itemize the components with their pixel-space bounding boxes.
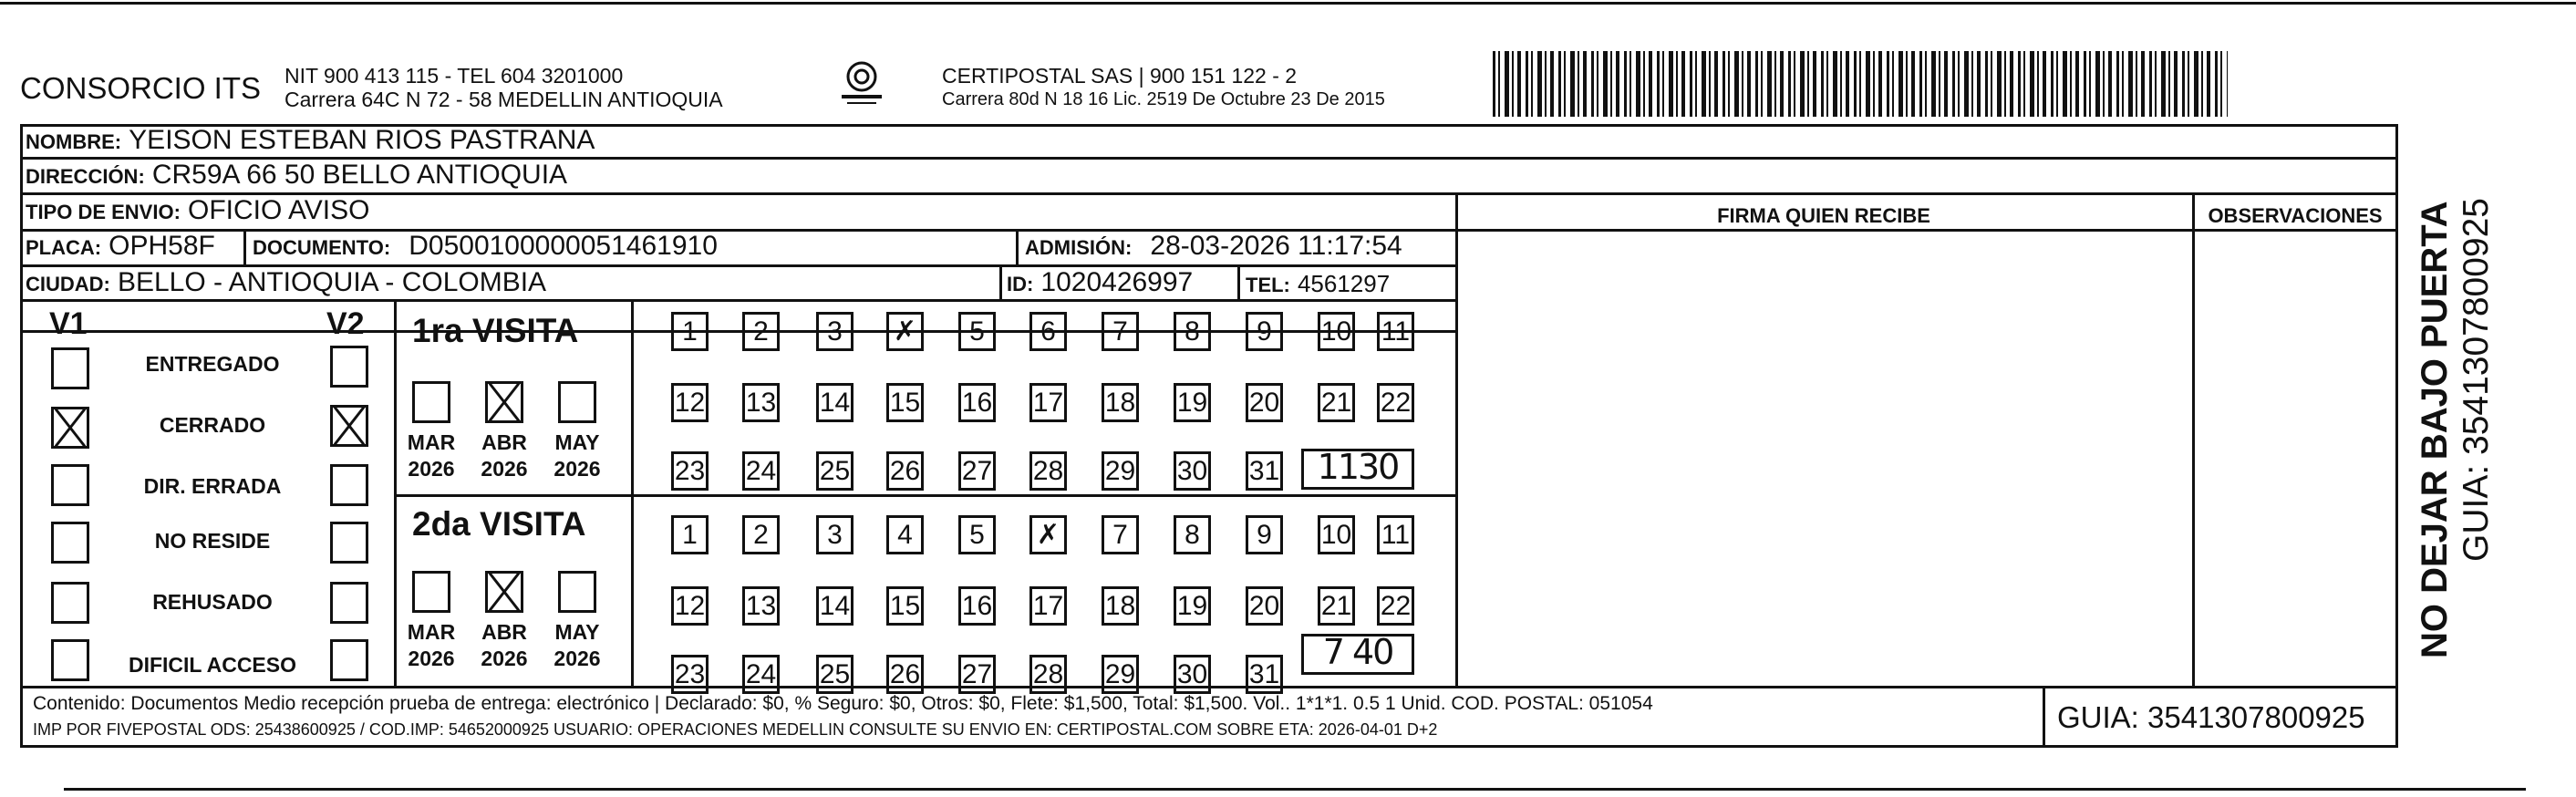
first-visit-day-box[interactable]: 13 [742, 383, 780, 422]
v2-no-reside-checkbox[interactable] [330, 522, 368, 564]
first-visit-day-box[interactable]: 24 [742, 451, 780, 491]
first-visit-day-box[interactable]: 5 [958, 312, 996, 351]
col-divider [1237, 264, 1240, 299]
company-nit: NIT 900 413 115 - TEL 604 3201000 [284, 64, 624, 88]
second-visit-day-box[interactable]: 2 [742, 515, 780, 554]
second-visit-day-box[interactable]: 1 [671, 515, 709, 554]
row-divider [20, 330, 1457, 333]
status-no-reside: NO RESIDE [154, 529, 271, 553]
id-value: 1020426997 [1040, 267, 1194, 297]
first-visit-month-mar[interactable] [412, 381, 450, 423]
first-visit-month-abr[interactable] [485, 381, 523, 423]
status-cerrado: CERRADO [159, 413, 266, 437]
company-name: CONSORCIO ITS [20, 71, 262, 105]
second-visit-day-box[interactable]: 10 [1318, 515, 1355, 554]
first-visit-day-box[interactable]: 2 [742, 312, 780, 351]
second-visit-day-box[interactable]: 27 [958, 655, 996, 694]
first-visit-day-box[interactable]: 31 [1246, 451, 1283, 491]
row-divider [20, 192, 2398, 195]
first-visit-day-box[interactable]: 30 [1174, 451, 1211, 491]
first-visit-year-label: 2026 [553, 457, 601, 481]
first-visit-time: 1130 [1301, 449, 1414, 490]
second-visit-day-box[interactable]: 29 [1102, 655, 1139, 694]
status-rehusado: REHUSADO [152, 590, 273, 614]
side-warning: NO DEJAR BAJO PUERTA [2415, 201, 2455, 658]
second-visit-day-box[interactable]: 22 [1377, 586, 1414, 626]
first-visit-day-box[interactable]: 25 [816, 451, 853, 491]
second-visit-day-box[interactable]: 5 [958, 515, 996, 554]
v2-rehusado-checkbox[interactable] [330, 582, 368, 624]
barcode [1493, 51, 2228, 117]
direccion-value: CR59A 66 50 BELLO ANTIOQUIA [151, 160, 568, 190]
col-divider [2192, 192, 2195, 686]
bottom-rule [64, 788, 2526, 791]
first-visit-day-box[interactable]: ✗ [886, 312, 924, 351]
second-visit-day-box[interactable]: 25 [816, 655, 853, 694]
v1-entregado-checkbox[interactable] [51, 347, 89, 389]
tipo-value: OFICIO AVISO [187, 195, 370, 225]
direccion-label: DIRECCIÓN: [26, 165, 145, 188]
first-visit-month-label: MAY [554, 430, 600, 454]
second-visit-day-box[interactable]: 11 [1377, 515, 1414, 554]
footer-imp: IMP POR FIVEPOSTAL ODS: 25438600925 / COD.IMP: 54652000925 USUARIO: OPERACIONES MEDELLIN CONSULTE SU ENVIO EN: CERTIPOSTAL.COM SOBRE ETA: 2026-04-01 D+2 [33, 720, 1438, 739]
second-visit-month-label: MAY [554, 620, 600, 644]
first-visit-day-box[interactable]: 19 [1174, 383, 1211, 422]
first-visit-day-box[interactable]: 23 [671, 451, 709, 491]
first-visit-day-box[interactable]: 17 [1029, 383, 1067, 422]
footer-guia: GUIA: 3541307800925 [2057, 700, 2365, 734]
first-visit-day-box[interactable]: 9 [1246, 312, 1283, 351]
placa-cell [26, 233, 215, 260]
first-visit-day-box[interactable]: 20 [1246, 383, 1283, 422]
id-label: ID: [1007, 273, 1034, 295]
first-visit-day-box[interactable]: 3 [816, 312, 853, 351]
first-visit-day-box[interactable]: 8 [1174, 312, 1211, 351]
first-visit-day-box[interactable]: 15 [886, 383, 924, 422]
second-visit-day-box[interactable]: 21 [1318, 586, 1355, 626]
second-visit-year-label: 2026 [408, 647, 455, 670]
second-visit-day-box[interactable]: 24 [742, 655, 780, 694]
second-visit-day-box[interactable]: 3 [816, 515, 853, 554]
first-visit-month-label: ABR [481, 430, 527, 454]
firma-header: FIRMA QUIEN RECIBE [1717, 204, 1930, 227]
first-visit-month-label: MAR [407, 430, 456, 454]
second-visit-day-box[interactable]: 20 [1246, 586, 1283, 626]
first-visit-day-box[interactable]: 1 [671, 312, 709, 351]
second-visit-day-box[interactable]: 28 [1029, 655, 1067, 694]
first-visit-day-box[interactable]: 27 [958, 451, 996, 491]
ciudad-value: BELLO - ANTIOQUIA - COLOMBIA [117, 267, 547, 297]
first-visit-day-box[interactable]: 12 [671, 383, 709, 422]
first-visit-day-box[interactable]: 11 [1377, 312, 1414, 351]
id-cell [1007, 269, 1193, 296]
company-address: Carrera 64C N 72 - 58 MEDELLIN ANTIOQUIA [284, 88, 723, 111]
first-visit-day-box[interactable]: 21 [1318, 383, 1355, 422]
second-visit-day-box[interactable]: ✗ [1029, 515, 1067, 554]
certipostal-logo [825, 58, 898, 109]
col-divider [243, 229, 246, 264]
second-visit-time: 7 40 [1301, 634, 1414, 675]
admision-value: 28-03-2026 11:17:54 [1150, 231, 1402, 261]
v2-dir-errada-checkbox[interactable] [330, 464, 368, 506]
first-visit-month-may[interactable] [558, 381, 596, 423]
status-dificil-acceso: DIFICIL ACCESO [128, 653, 296, 677]
second-visit-month-mar[interactable] [412, 571, 450, 613]
second-visit-day-box[interactable]: 17 [1029, 586, 1067, 626]
second-visit-day-box[interactable]: 8 [1174, 515, 1211, 554]
v2-cerrado-checkbox[interactable] [330, 405, 368, 447]
second-visit-day-box[interactable]: 31 [1246, 655, 1283, 694]
ciudad-cell [26, 269, 546, 296]
second-visit-day-box[interactable]: 19 [1174, 586, 1211, 626]
second-visit-month-label: ABR [481, 620, 527, 644]
top-rule [0, 2, 2576, 5]
first-visit-day-box[interactable]: 29 [1102, 451, 1139, 491]
second-visit-title: 2da VISITA [412, 505, 586, 543]
nombre-label: NOMBRE: [26, 130, 122, 153]
nombre-row [26, 127, 595, 154]
row-divider [20, 299, 1457, 302]
second-visit-year-label: 2026 [481, 647, 528, 670]
placa-label: PLACA: [26, 236, 102, 259]
v1-rehusado-checkbox[interactable] [51, 582, 89, 624]
second-visit-day-box[interactable]: 4 [886, 515, 924, 554]
status-entregado: ENTREGADO [145, 352, 280, 376]
first-visit-day-box[interactable]: 18 [1102, 383, 1139, 422]
v2-label: V2 [326, 306, 365, 341]
first-visit-day-box[interactable]: 22 [1377, 383, 1414, 422]
col-divider [394, 299, 397, 686]
second-visit-month-label: MAR [407, 620, 456, 644]
v1-no-reside-checkbox[interactable] [51, 522, 89, 564]
ciudad-label: CIUDAD: [26, 273, 110, 295]
first-visit-day-box[interactable]: 6 [1029, 312, 1067, 351]
documento-label: DOCUMENTO: [253, 236, 391, 259]
tel-label: TEL: [1246, 274, 1290, 296]
second-visit-day-box[interactable]: 15 [886, 586, 924, 626]
col-divider [1455, 192, 1458, 686]
first-visit-day-box[interactable]: 16 [958, 383, 996, 422]
tipo-row [26, 197, 369, 224]
second-visit-day-box[interactable]: 13 [742, 586, 780, 626]
first-visit-day-box[interactable]: 26 [886, 451, 924, 491]
visit-divider [394, 494, 1457, 497]
first-visit-day-box[interactable]: 7 [1102, 312, 1139, 351]
second-visit-month-abr[interactable] [485, 571, 523, 613]
second-visit-year-label: 2026 [553, 647, 601, 670]
admision-cell [1025, 233, 1402, 260]
observaciones-header: OBSERVACIONES [2208, 204, 2383, 227]
first-visit-day-box[interactable]: 10 [1318, 312, 1355, 351]
first-visit-title: 1ra VISITA [412, 312, 579, 349]
second-visit-month-may[interactable] [558, 571, 596, 613]
nombre-value: YEISON ESTEBAN RIOS PASTRANA [129, 125, 595, 155]
second-visit-day-box[interactable]: 12 [671, 586, 709, 626]
placa-value: OPH58F [109, 231, 215, 261]
v2-entregado-checkbox[interactable] [330, 346, 368, 388]
carrier-address: Carrera 80d N 18 16 Lic. 2519 De Octubre 23 De 2015 [942, 89, 1385, 109]
second-visit-day-box[interactable]: 26 [886, 655, 924, 694]
first-visit-day-box[interactable]: 28 [1029, 451, 1067, 491]
row-divider [1455, 229, 2398, 232]
v1-label: V1 [49, 306, 88, 341]
direccion-row [26, 161, 567, 189]
documento-cell [253, 233, 718, 260]
status-dir-errada: DIR. ERRADA [143, 474, 282, 498]
second-visit-day-box[interactable]: 7 [1102, 515, 1139, 554]
first-visit-day-box[interactable]: 14 [816, 383, 853, 422]
col-divider [999, 264, 1002, 299]
documento-value: D0500100000051461910 [409, 231, 718, 261]
side-guia: GUIA: 3541307800925 [2457, 198, 2496, 562]
col-divider [2043, 686, 2045, 748]
v1-dificil-acceso-checkbox[interactable] [51, 639, 89, 681]
second-visit-day-box[interactable]: 14 [816, 586, 853, 626]
second-visit-day-box[interactable]: 30 [1174, 655, 1211, 694]
second-visit-day-box[interactable]: 23 [671, 655, 709, 694]
v1-cerrado-checkbox[interactable] [51, 407, 89, 449]
second-visit-day-box[interactable]: 16 [958, 586, 996, 626]
tel-cell [1246, 271, 1390, 297]
admision-label: ADMISIÓN: [1025, 236, 1133, 259]
v1-dir-errada-checkbox[interactable] [51, 464, 89, 506]
v2-dificil-acceso-checkbox[interactable] [330, 639, 368, 681]
first-visit-year-label: 2026 [408, 457, 455, 481]
footer-contenido: Contenido: Documentos Medio recepción prueba de entrega: electrónico | Declarado: $0, % Seguro: $0, Otros: $0, Flete: $1,500, Total: $1,500. Vol.. 1*1*1. 0.5 1 Unid. COD. POSTAL: 051054 [33, 693, 1653, 714]
first-visit-year-label: 2026 [481, 457, 528, 481]
tipo-label: TIPO DE ENVIO: [26, 201, 181, 223]
tel-value: 4561297 [1297, 270, 1391, 297]
carrier-name: CERTIPOSTAL SAS | 900 151 122 - 2 [942, 64, 1298, 88]
col-divider [631, 299, 634, 686]
second-visit-day-box[interactable]: 9 [1246, 515, 1283, 554]
second-visit-day-box[interactable]: 18 [1102, 586, 1139, 626]
col-divider [1016, 229, 1019, 264]
